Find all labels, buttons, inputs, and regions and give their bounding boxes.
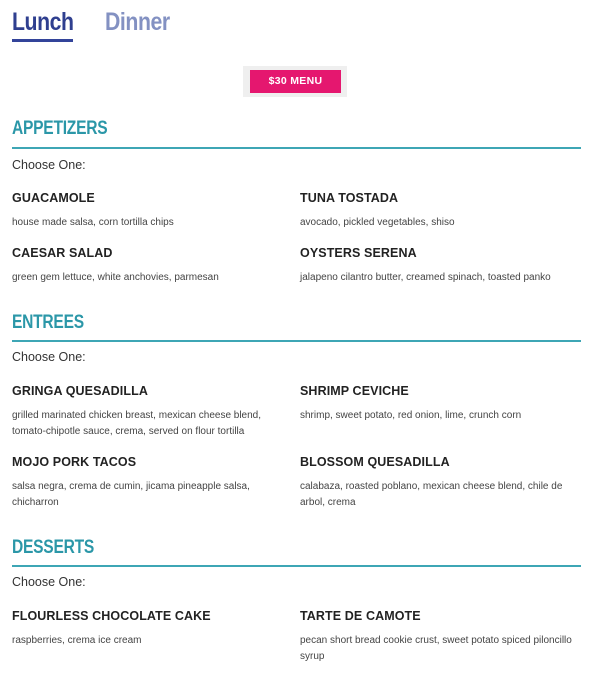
item-description: raspberries, crema ice cream — [12, 635, 142, 646]
section-entrees — [12, 312, 581, 508]
item-description: calabaza, roasted poblano, mexican cheese blend, chile de arbol, crema — [300, 481, 563, 508]
section-divider — [12, 340, 581, 342]
active-tab-underline — [12, 39, 73, 42]
choose-one-label: Choose One: — [12, 575, 86, 589]
section-title: DESSERTS — [12, 537, 95, 558]
item-description: shrimp, sweet potato, red onion, lime, crunch corn — [300, 410, 522, 421]
item-description: avocado, pickled vegetables, shiso — [300, 217, 455, 228]
item-name: FLOURLESS CHOCOLATE CAKE — [12, 609, 211, 623]
item-name: TARTE DE CAMOTE — [300, 609, 421, 623]
choose-one-label: Choose One: — [12, 350, 86, 364]
menu-item — [300, 246, 600, 286]
section-title: ENTREES — [12, 312, 84, 333]
menu-item — [12, 246, 292, 286]
price-badge: $30 MENU — [250, 70, 341, 93]
section-appetizers — [12, 118, 581, 283]
section-title: APPETIZERS — [12, 118, 108, 139]
section-desserts — [12, 537, 581, 662]
item-name: OYSTERS SERENA — [300, 246, 417, 260]
item-name: GUACAMOLE — [12, 191, 95, 205]
section-divider — [12, 147, 581, 149]
menu-item — [300, 609, 580, 665]
item-name: CAESAR SALAD — [12, 246, 113, 260]
menu-item — [300, 191, 580, 231]
tab-lunch[interactable]: Lunch — [12, 8, 74, 36]
item-name: BLOSSOM QUESADILLA — [300, 455, 450, 469]
choose-one-label: Choose One: — [12, 158, 86, 172]
item-description: jalapeno cilantro butter, creamed spinach, toasted panko — [300, 272, 551, 283]
menu-item — [12, 191, 292, 231]
item-description: salsa negra, crema de cumin, jicama pineapple salsa, chicharron — [12, 481, 250, 508]
menu-item — [12, 384, 292, 440]
section-divider — [12, 565, 581, 567]
item-description: grilled marinated chicken breast, mexican cheese blend, tomato-chipotle sauce, crema, served on flour tortilla — [12, 410, 262, 437]
item-name: GRINGA QUESADILLA — [12, 384, 148, 398]
tab-dinner[interactable]: Dinner — [105, 8, 170, 36]
item-name: SHRIMP CEVICHE — [300, 384, 409, 398]
menu-item — [12, 609, 292, 649]
menu-item — [300, 455, 580, 511]
price-badge-container — [243, 66, 347, 97]
item-name: TUNA TOSTADA — [300, 191, 399, 205]
menu-item — [300, 384, 580, 424]
menu-item — [12, 455, 292, 511]
item-description: house made salsa, corn tortilla chips — [12, 217, 174, 228]
item-description: green gem lettuce, white anchovies, parmesan — [12, 272, 219, 283]
item-name: MOJO PORK TACOS — [12, 455, 137, 469]
item-description: pecan short bread cookie crust, sweet potato spiced piloncillo syrup — [300, 635, 572, 662]
